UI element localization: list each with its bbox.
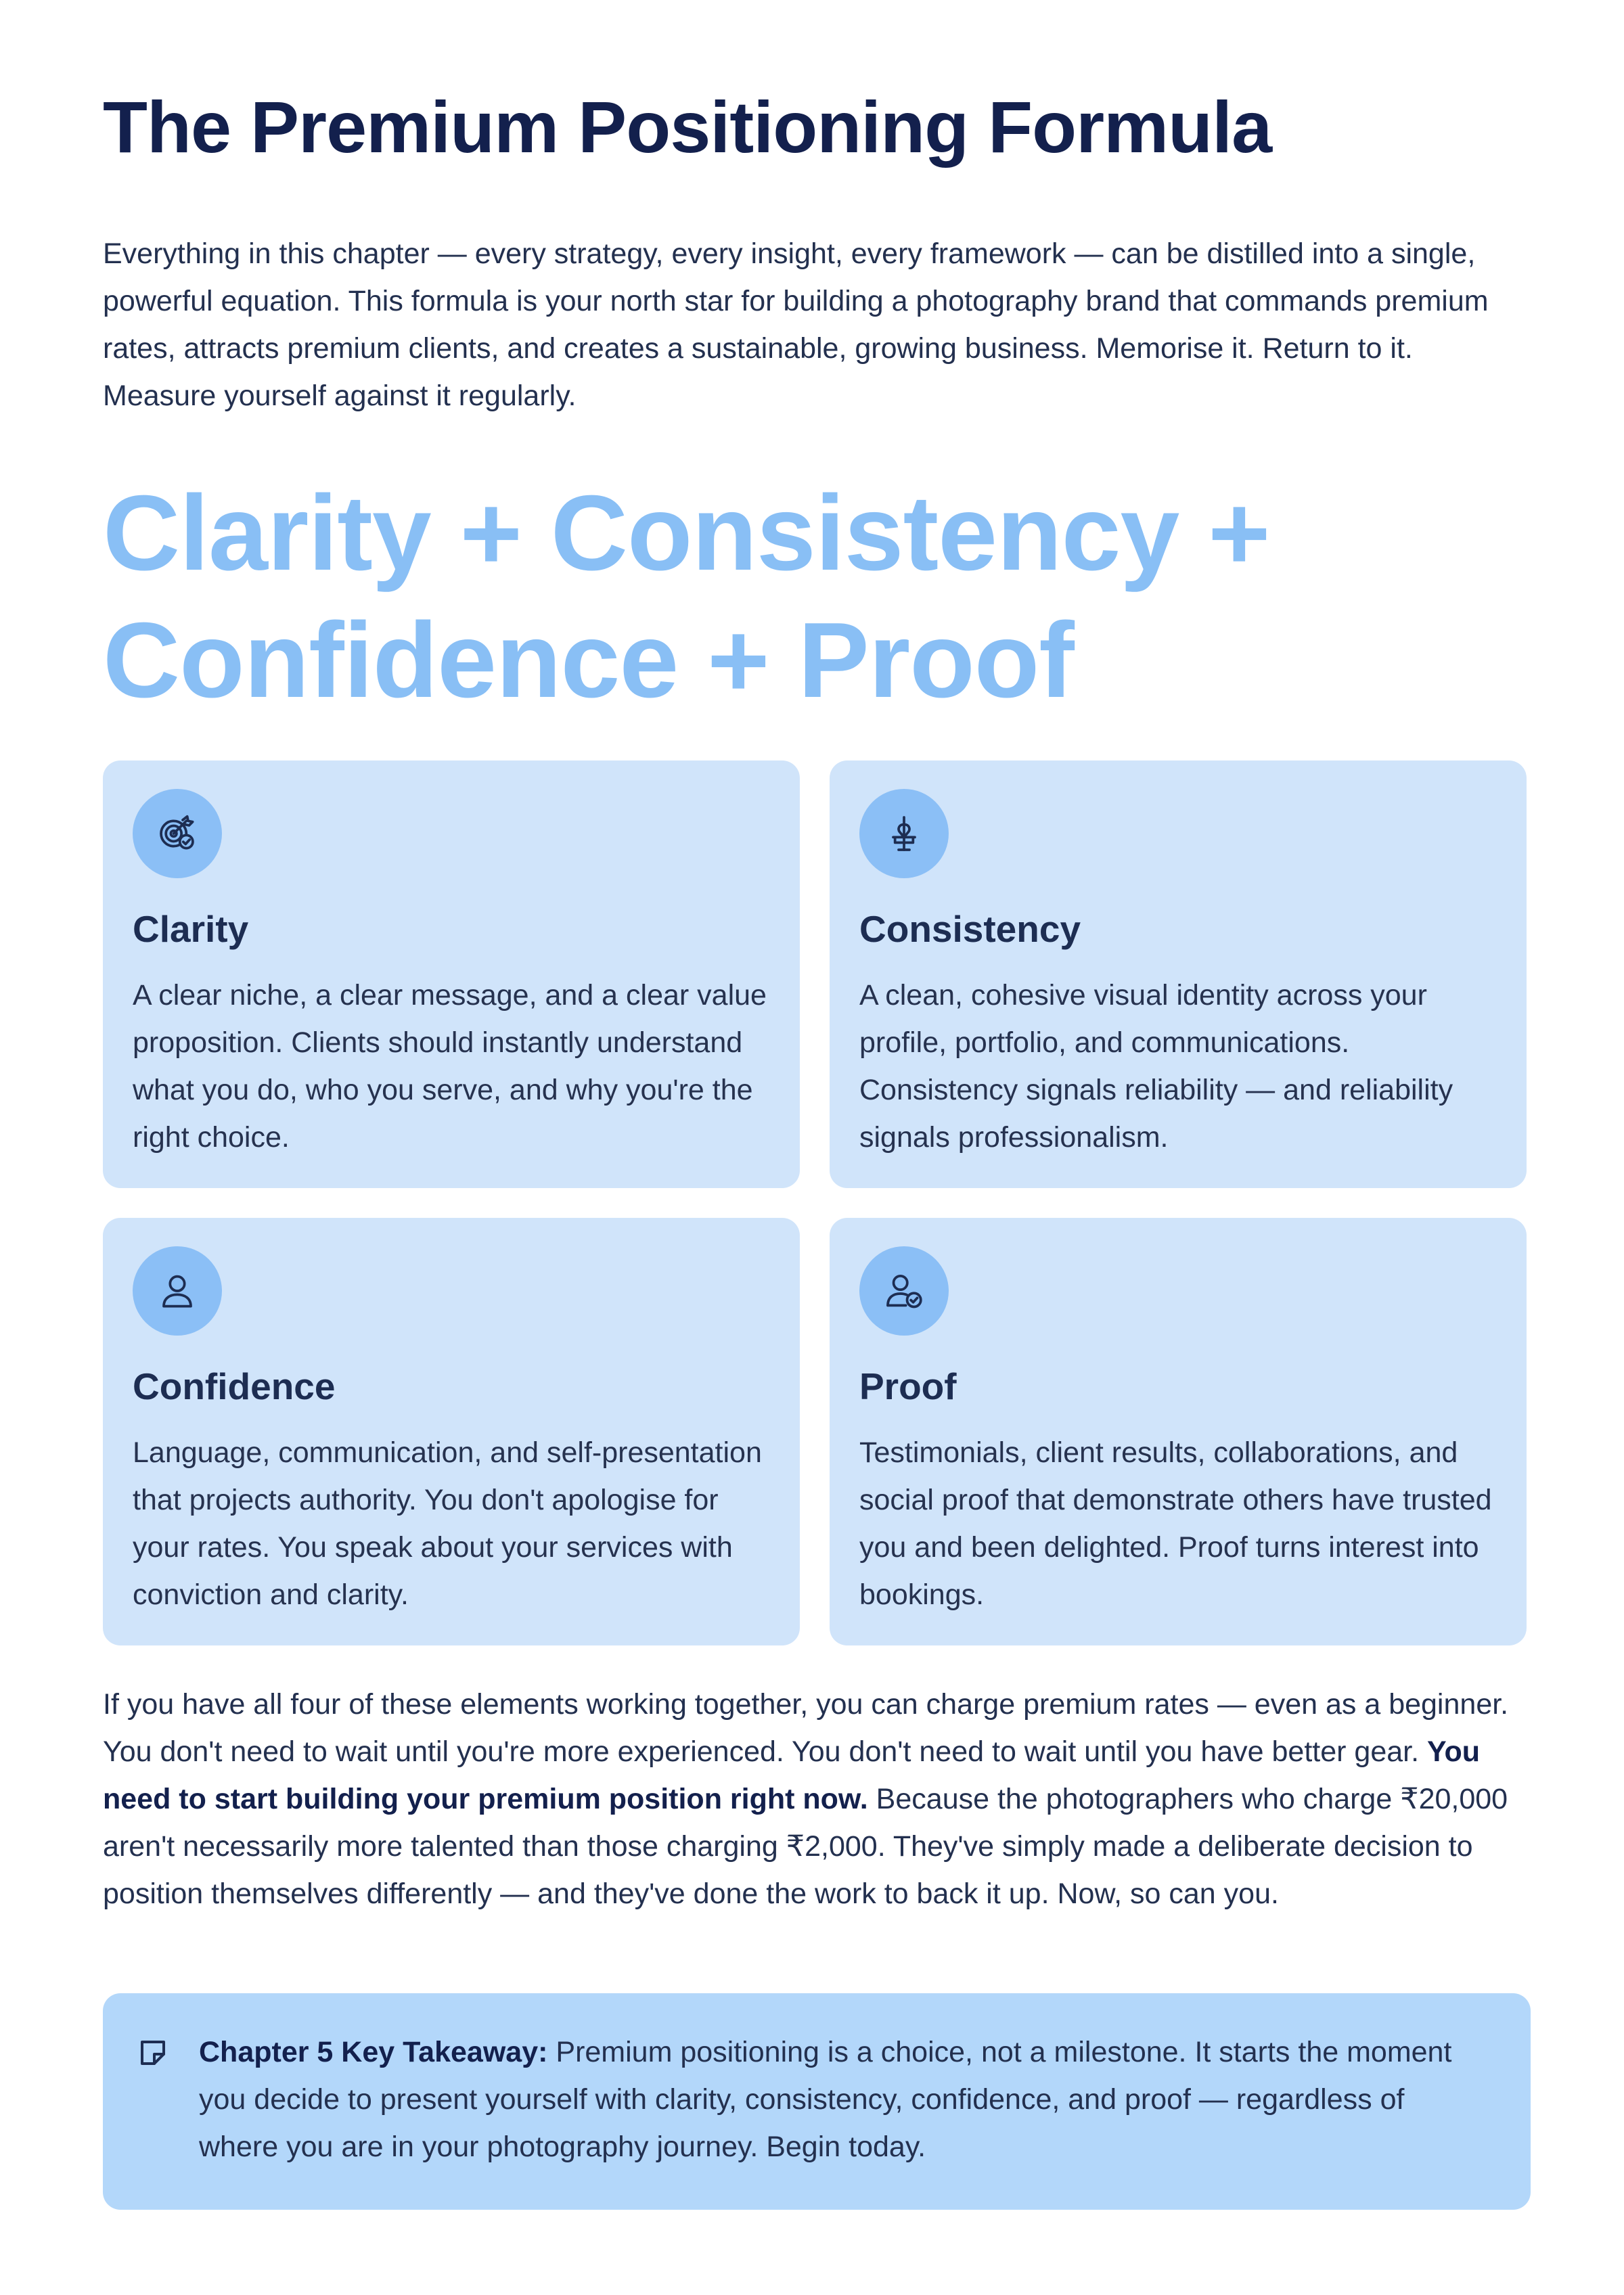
user-check-icon — [859, 1246, 949, 1336]
key-takeaway-callout — [103, 1993, 1531, 2210]
card-title: Consistency — [859, 908, 1081, 950]
takeaway-message: Premium positioning is a choice, not a milestone. It starts the moment you decide to present yourself with clarity, consistency, confidence, and proof — regardless of where you are in your photography journey. Begin today. — [199, 2036, 1452, 2163]
card-title: Clarity — [133, 908, 249, 950]
card-body: Testimonials, client results, collaborations, and social proof that demonstrate others have trusted you and been delighted. Proof turns interest into bookings. — [859, 1436, 1492, 1611]
closing-text-start: If you have all four of these elements working together, you can charge premium rates — even as a beginner. You don't need to wait until you're more experienced. You don't need to wait until you have better gear. — [103, 1688, 1509, 1768]
card-consistency — [830, 760, 1527, 1188]
card-title: Proof — [859, 1365, 957, 1407]
note-icon — [137, 2037, 169, 2069]
card-clarity — [103, 760, 800, 1188]
card-confidence — [103, 1218, 800, 1645]
card-body: A clear niche, a clear message, and a clear value proposition. Clients should instantly understand what you do, who you serve, and why you're the right choice. — [133, 979, 767, 1154]
user-icon — [133, 1246, 222, 1336]
page-title: The Premium Positioning Formula — [103, 86, 1272, 168]
closing-paragraph — [103, 1681, 1531, 1917]
intro-paragraph: Everything in this chapter — every strategy, every insight, every framework — can be distilled into a single, powerful equation. This formula is your north star for building a photography brand that commands premium rates, attracts premium clients, and creates a sustainable, growing business. Memorise it. Return to it. Measure yourself against it regularly. — [103, 237, 1489, 412]
formula-heading: Clarity + Consistency + Confidence + Proof — [103, 474, 1270, 720]
card-proof — [830, 1218, 1527, 1645]
target-check-icon — [133, 789, 222, 878]
card-body: Language, communication, and self-presentation that projects authority. You don't apologise for your rates. You speak about your services with conviction and clarity. — [133, 1436, 762, 1611]
closing-text-end: Because the photographers who charge ₹20,000 aren't necessarily more talented than those charging ₹2,000. They've simply made a deliberate decision to position themselves differently — and they've done the work to back it up. Now, so can you. — [103, 1783, 1508, 1910]
balance-icon — [859, 789, 949, 878]
card-body: A clean, cohesive visual identity across your profile, portfolio, and communications. Consistency signals reliability — and reliability signals professionalism. — [859, 979, 1453, 1154]
takeaway-text — [199, 2028, 1485, 2171]
takeaway-label: Chapter 5 Key Takeaway: — [199, 2036, 548, 2068]
closing-emphasis: You need to start building your premium position right now. — [103, 1735, 1481, 1815]
card-title: Confidence — [133, 1365, 336, 1407]
